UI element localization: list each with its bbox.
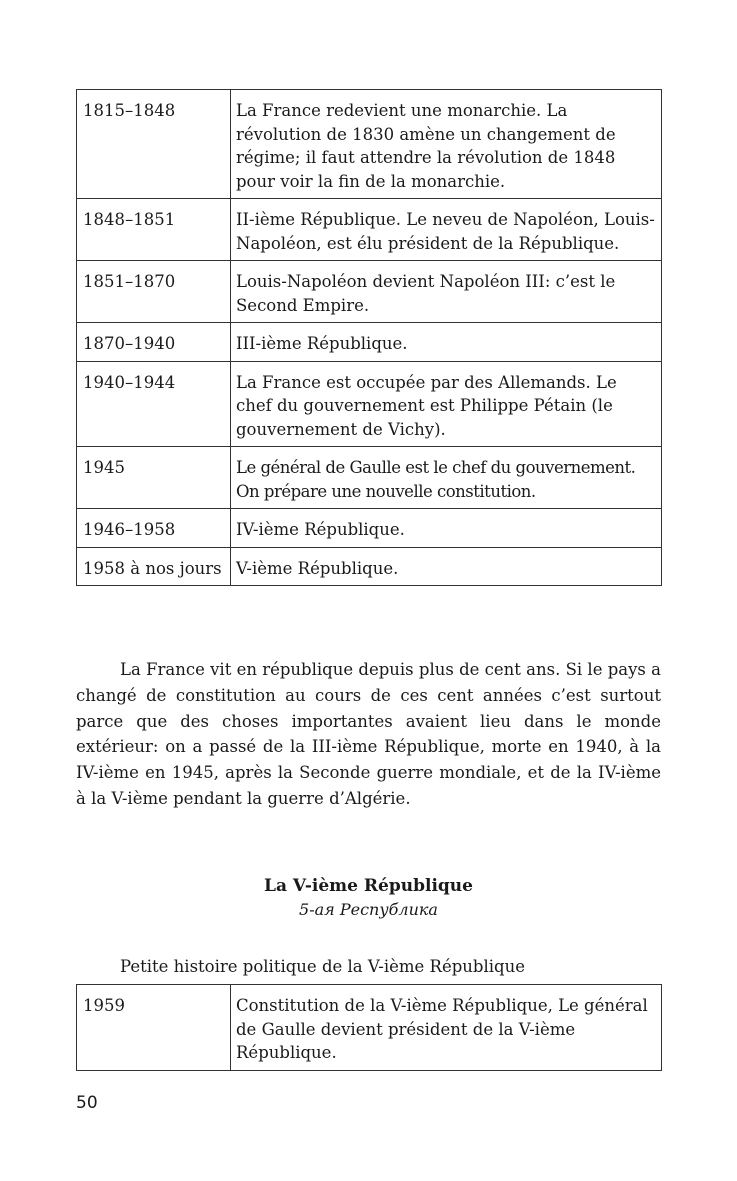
- period-cell: 1851–1870: [77, 261, 231, 323]
- table-row: [77, 90, 662, 199]
- table-row: [77, 361, 662, 447]
- period-cell: 1958 à nos jours: [77, 547, 231, 586]
- period-cell: 1940–1944: [77, 361, 231, 447]
- event-cell: La France est occupée par des Allemands. Le chef du gouvernement est Philippe Pétain (le gouvernement de Vichy).: [231, 361, 662, 447]
- period-cell: 1848–1851: [77, 199, 231, 261]
- event-cell: Le général de Gaulle est le chef du gouvernement. On prépare une nouvelle constitution.: [231, 447, 662, 509]
- table-row: [77, 547, 662, 586]
- table-row: [77, 985, 662, 1071]
- event-cell: La France redevient une monarchie. La révolution de 1830 amène un changement de régime; il faut attendre la révolution de 1848 pour voir la fin de la monarchie.: [231, 90, 662, 199]
- event-cell: Louis-Napoléon devient Napoléon III: c’est le Second Empire.: [231, 261, 662, 323]
- period-cell: 1946–1958: [77, 509, 231, 548]
- section-intro: Petite histoire politique de la V-ième République: [120, 957, 525, 976]
- event-cell: III-ième République.: [231, 323, 662, 362]
- period-cell: 1870–1940: [77, 323, 231, 362]
- body-paragraph: La France vit en république depuis plus de cent ans. Si le pays a changé de constitution au cours de ces cent années c’est surtout parce que des choses importantes avaient lieu dans le monde extérieur: on a passé de la III-ième République, morte en 1940, à la IV-ième en 1945, après la Seconde guerre mondiale, et de la IV-ième à la V-ième pendant la guerre d’Algérie.: [76, 660, 661, 808]
- event-cell: Constitution de la V-ième République, Le général de Gaulle devient président de la V-ième République.: [231, 985, 662, 1071]
- page-number: 50: [76, 1093, 98, 1113]
- event-cell: IV-ième République.: [231, 509, 662, 548]
- period-cell: 1945: [77, 447, 231, 509]
- table-row: [77, 199, 662, 261]
- period-cell: 1959: [77, 985, 231, 1071]
- timeline-table: [76, 89, 662, 586]
- section-title: La V-ième République: [264, 876, 473, 896]
- republic-timeline-table: [76, 984, 662, 1071]
- table-row: [77, 447, 662, 509]
- table-row: [77, 261, 662, 323]
- table-row: [77, 509, 662, 548]
- event-cell: II-ième République. Le neveu de Napoléon, Louis-Napoléon, est élu président de la République.: [231, 199, 662, 261]
- period-cell: 1815–1848: [77, 90, 231, 199]
- section-subtitle: 5-ая Республика: [299, 900, 438, 919]
- table-row: [77, 323, 662, 362]
- event-cell: V-ième République.: [231, 547, 662, 586]
